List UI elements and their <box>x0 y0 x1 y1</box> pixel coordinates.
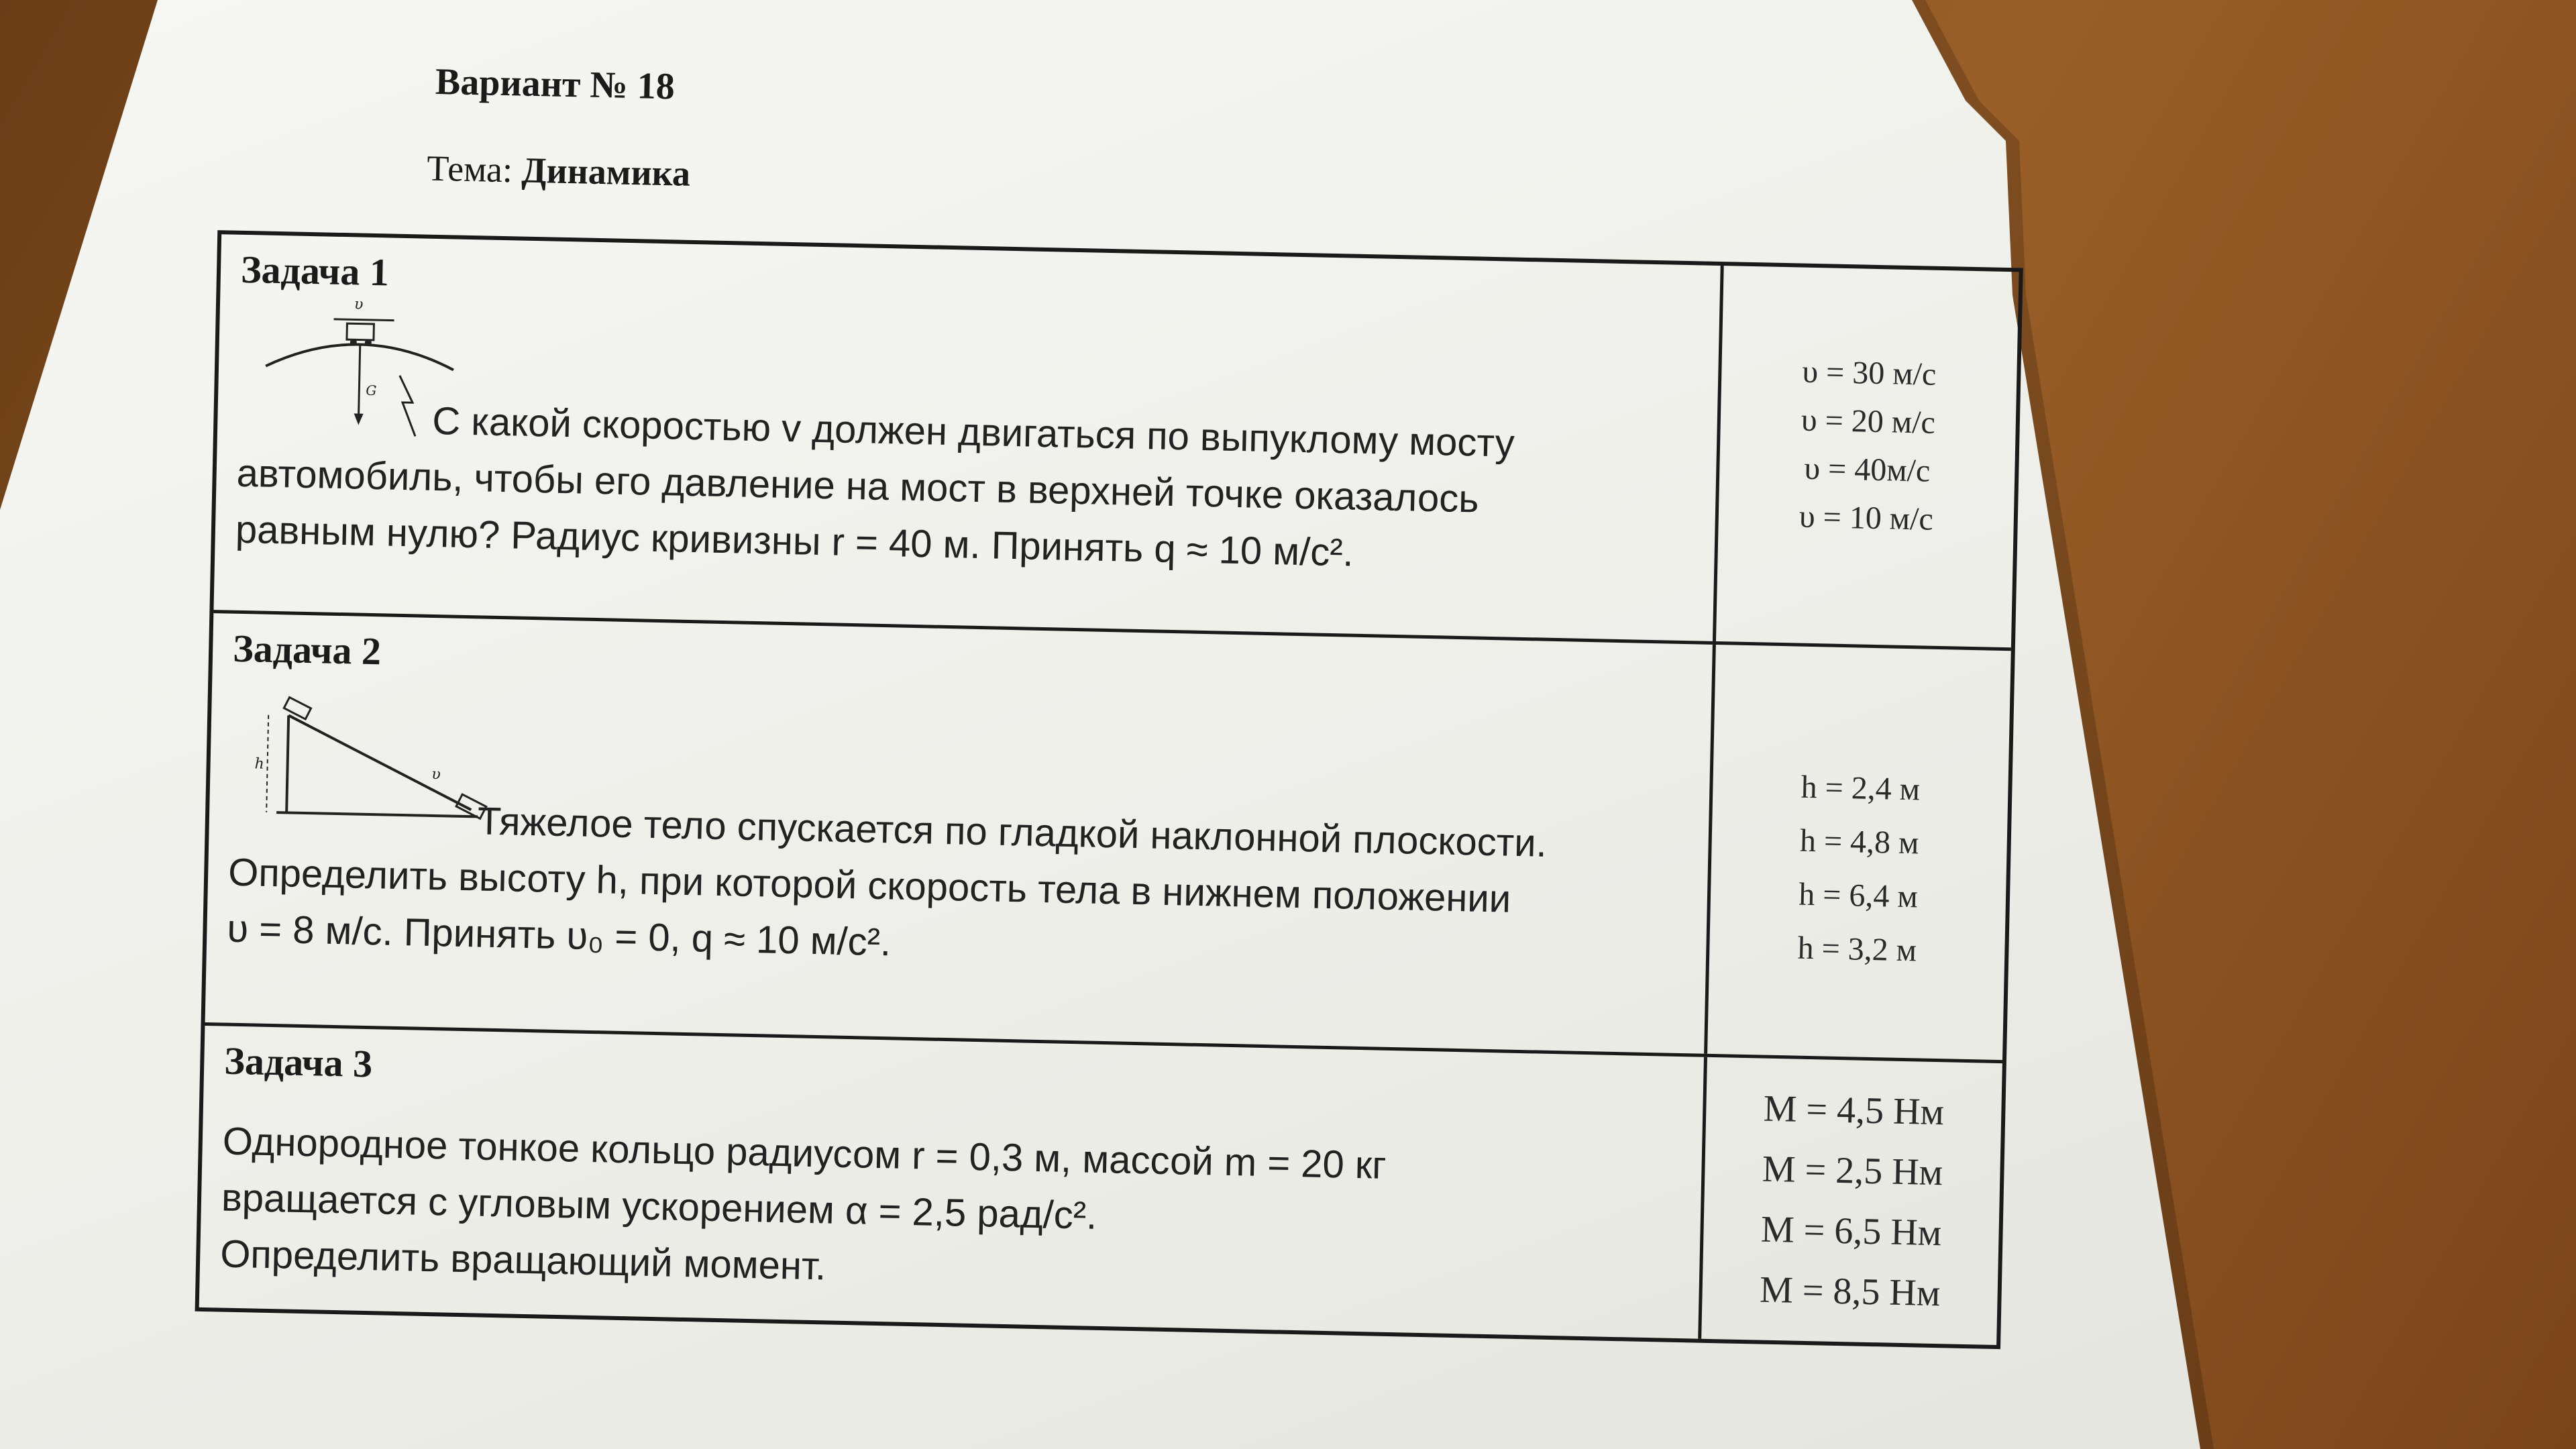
worksheet <box>93 47 2133 1430</box>
task-text-line: С какой скоростью v должен двигаться по выпуклому мосту <box>431 398 1515 466</box>
answer-option: h = 6,4 м <box>1798 876 1919 915</box>
task-text-line: Однородное тонкое кольцо радиусом r = 0,3 м, массой m = 20 кг <box>222 1119 1387 1187</box>
task-label: Задача 1 <box>240 247 390 294</box>
task-answers-cell <box>1701 1057 2002 1345</box>
answer-option: υ = 20 м/с <box>1801 402 1936 441</box>
answer-option: M = 8,5 Нм <box>1759 1269 1941 1315</box>
answer-option: M = 6,5 Нм <box>1760 1208 1942 1254</box>
velocity-label: υ <box>354 296 364 313</box>
task-text <box>235 389 1515 585</box>
task-text-line: Тяжелое тело спускается по гладкой наклонной плоскости. <box>477 799 1548 865</box>
answer-option: M = 4,5 Нм <box>1763 1087 1945 1134</box>
task-row-2 <box>205 610 2011 1060</box>
tasks-table <box>195 230 2023 1349</box>
answer-options <box>1702 1077 2002 1325</box>
task-label: Задача 3 <box>223 1038 373 1086</box>
task-question-cell <box>213 234 1723 641</box>
task-row-1 <box>213 234 2019 647</box>
task-question-cell <box>205 613 1716 1054</box>
task-text-line: Определить вращающий момент. <box>219 1232 826 1289</box>
answer-options <box>1709 759 2009 979</box>
answer-option: h = 4,8 м <box>1799 822 1920 861</box>
task-answers-cell <box>1707 645 2011 1060</box>
task-text-line: равным нулю? Радиус кривизны r = 40 м. Принять q ≈ 10 м/с². <box>235 507 1354 575</box>
task-text-line: Определить высоту h, при которой скорость тела в нижнем положении <box>227 850 1511 921</box>
task-question-cell <box>199 1026 1707 1339</box>
answer-option: h = 3,2 м <box>1797 930 1917 969</box>
task-text <box>227 788 1548 985</box>
task-text-line: υ = 8 м/с. Принять υ₀ = 0, q ≈ 10 м/с². <box>226 906 892 965</box>
answer-option: υ = 10 м/с <box>1799 498 1934 537</box>
answer-option: υ = 30 м/с <box>1801 354 1937 392</box>
velocity-label: υ <box>431 765 441 784</box>
task-label: Задача 2 <box>232 626 382 674</box>
topic-line <box>427 148 691 195</box>
answer-option: M = 2,5 Нм <box>1762 1148 1943 1194</box>
task-text-line: вращается с угловым ускорением α = 2,5 рад/с². <box>221 1175 1097 1238</box>
answer-options <box>1718 346 2017 545</box>
topic-label: Тема: <box>426 148 513 191</box>
task-row-3 <box>199 1022 2002 1345</box>
task-text <box>219 1114 1387 1307</box>
task-answers-cell <box>1716 266 2019 647</box>
answer-option: h = 2,4 м <box>1801 769 1921 808</box>
height-label: h <box>254 755 265 773</box>
task-text-line: автомобиль, чтобы его давление на мост в верхней точке оказалось <box>236 451 1480 521</box>
topic-value: Динамика <box>521 150 691 194</box>
gravity-label: G <box>366 382 377 399</box>
variant-title: Вариант № 18 <box>435 60 676 108</box>
answer-option: υ = 40м/с <box>1803 450 1931 489</box>
